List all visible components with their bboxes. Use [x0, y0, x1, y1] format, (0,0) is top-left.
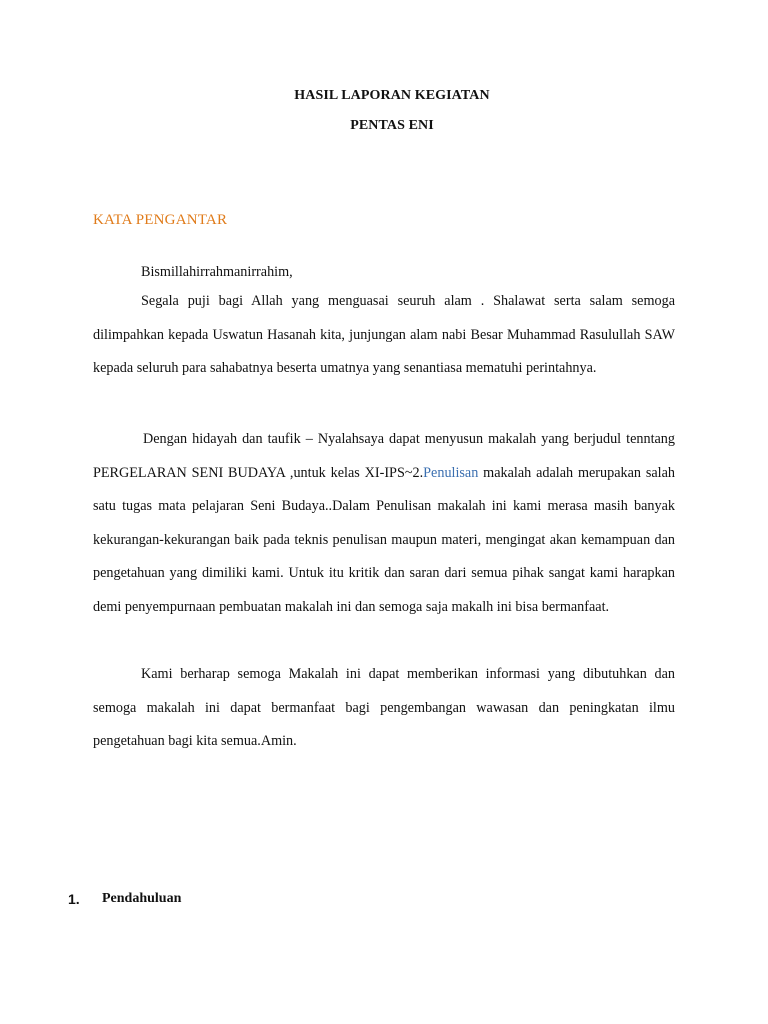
section-title-pendahuluan: Pendahuluan [102, 891, 182, 906]
paragraph-3 [93, 658, 675, 759]
paragraph-2-text [93, 423, 675, 625]
paragraph-1 [93, 285, 675, 386]
paragraph-2-highlight: Penulisan [423, 464, 479, 481]
paragraph-1-text: Segala puji bagi Allah yang menguasai seuruh alam . Shalawat serta salam semoga dilimpahkan kepada Uswatun Hasanah kita, junjungan alam nabi Besar Muhammad Rasulullah SAW kepada seluruh para sahabatnya beserta umatnya yang senantiasa mematuhi perintahnya. [93, 293, 675, 377]
paragraph-2-text-end: makalah adalah merupakan salah satu tugas mata pelajaran Seni Budaya..Dalam Penulisan makalah ini kami merasa masih banyak kekurangan-kekurangan baik pada teknis penulisan maupun materi, mengingat akan kemampuan dan pengetahuan yang dimiliki kami. Untuk itu kritik dan saran dari semua pihak sangat kami harapkan demi penyempurnaan pembuatan makalah ini dan semoga saja makalh ini bisa bermanfaat. [93, 464, 675, 615]
document-title: HASIL LAPORAN KEGIATAN [294, 88, 490, 103]
document-subtitle: PENTAS ENI [350, 118, 434, 133]
paragraph-2-text-start: Dengan hidayah dan taufik – Nyalahsaya dapat menyusun makalah yang berjudul tenntang PERGELARAN SENI BUDAYA ,untuk kelas XI-IPS~2. [93, 431, 675, 481]
section-number: 1. [68, 891, 80, 907]
section-heading-kata-pengantar: KATA PENGANTAR [93, 212, 228, 228]
paragraph-3-text: Kami berharap semoga Makalah ini dapat memberikan informasi yang dibutuhkan dan semoga makalah ini dapat bermanfaat bagi pengembangan wawasan dan peningkatan ilmu pengetahuan bagi kita semua.Amin. [93, 666, 675, 750]
paragraph-2 [93, 423, 675, 625]
greeting-text: Bismillahirrahmanirrahim, [141, 264, 293, 280]
